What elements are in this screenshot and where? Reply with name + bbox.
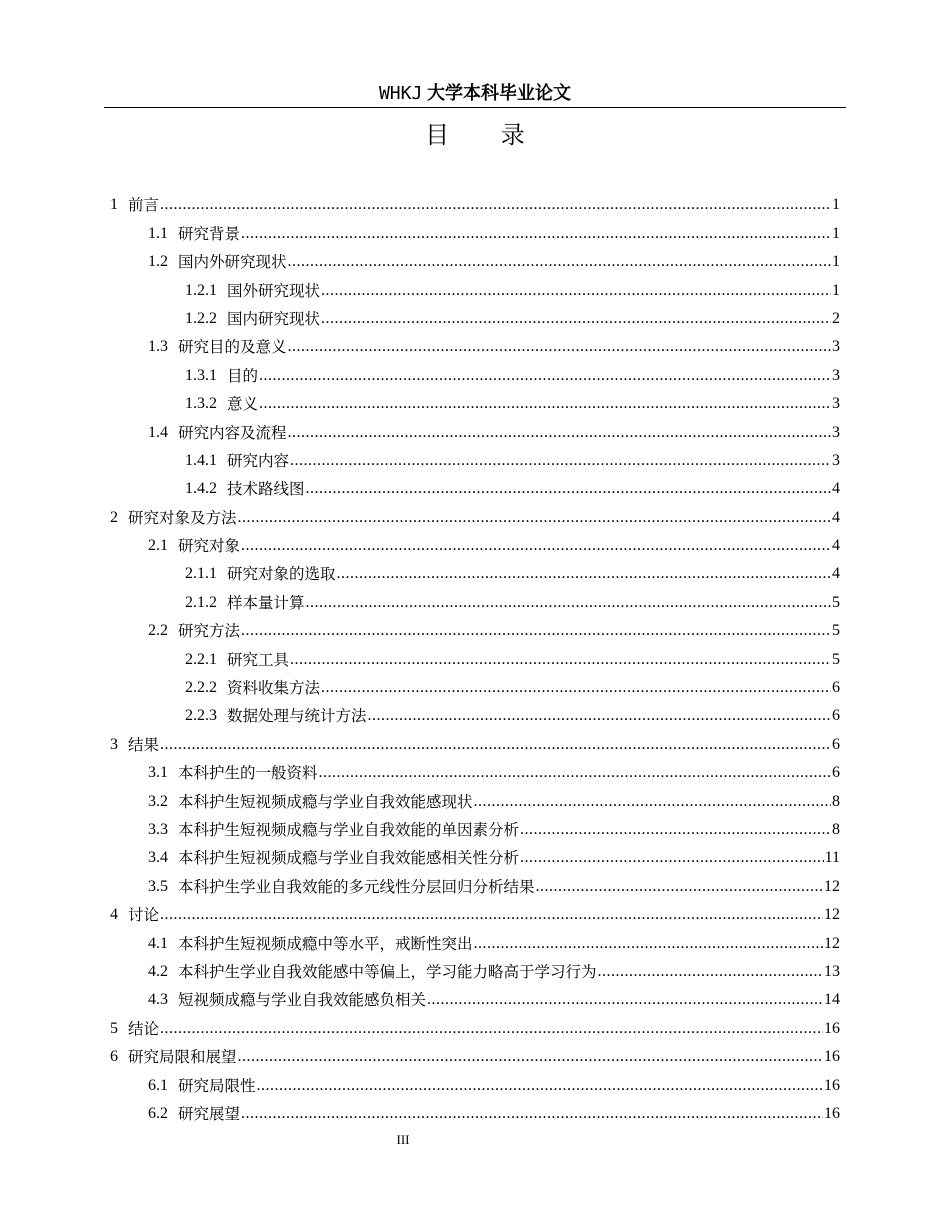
- toc-entry[interactable]: [110, 868, 840, 896]
- toc-entry[interactable]: [110, 357, 840, 385]
- toc-entry[interactable]: [110, 386, 840, 414]
- toc-entry-title: 研究对象: [178, 537, 241, 556]
- toc-entry-title: 研究对象的选取: [227, 565, 336, 584]
- toc-entry-page: 11: [824, 849, 840, 867]
- dot-leader: [474, 792, 831, 812]
- toc-entry[interactable]: [110, 1039, 840, 1067]
- toc-entry-number: 3.3: [148, 820, 168, 838]
- toc-entry-title: 本科护生短视频成瘾与学业自我效能感相关性分析: [178, 849, 520, 868]
- toc-entry-title: 研究内容及流程: [178, 423, 287, 442]
- toc-entry-number: 2.1.2: [185, 593, 217, 611]
- toc-entry-page: 4: [832, 508, 840, 526]
- dot-leader: [288, 423, 831, 443]
- toc-entry[interactable]: [110, 840, 840, 868]
- dot-leader: [241, 621, 831, 641]
- toc-entry-title: 本科护生学业自我效能的多元线性分层回归分析结果: [178, 877, 535, 896]
- dot-leader: [290, 451, 831, 471]
- dot-leader: [536, 877, 823, 897]
- toc-entry-number: 1.2: [148, 253, 168, 271]
- toc-entry-page: 16: [824, 1104, 840, 1122]
- toc-entry-number: 3.5: [148, 877, 168, 895]
- toc-entry-title: 国内外研究现状: [178, 253, 287, 272]
- toc-entry-number: 1: [110, 196, 118, 214]
- toc-entry[interactable]: [110, 726, 840, 754]
- toc-entry-page: 3: [832, 423, 840, 441]
- toc-entry-page: 6: [832, 764, 840, 782]
- toc-entry-title: 国内研究现状: [227, 309, 321, 328]
- toc-entry-number: 2.1.1: [185, 565, 217, 583]
- toc-entry-number: 6.2: [148, 1104, 168, 1122]
- toc-entry[interactable]: [110, 272, 840, 300]
- toc-entry-number: 6: [110, 1048, 118, 1066]
- dot-leader: [337, 564, 831, 584]
- toc-entry-number: 6.1: [148, 1076, 168, 1094]
- toc-entry-page: 4: [832, 565, 840, 583]
- toc-entry[interactable]: [110, 187, 840, 215]
- toc-entry[interactable]: [110, 783, 840, 811]
- toc-entry-page: 5: [832, 650, 840, 668]
- toc-entry-title: 技术路线图: [227, 480, 305, 499]
- toc-entry-number: 2.2: [148, 622, 168, 640]
- toc-entry[interactable]: [110, 1067, 840, 1095]
- toc-entry-title: 本科护生的一般资料: [178, 764, 318, 783]
- toc-entry-number: 2.2.1: [185, 650, 217, 668]
- toc-entry[interactable]: [110, 499, 840, 527]
- dot-leader: [160, 195, 831, 215]
- dot-leader: [238, 1047, 823, 1067]
- dot-leader: [474, 934, 823, 954]
- toc-entry-number: 1.4.2: [185, 480, 217, 498]
- toc-entry[interactable]: [110, 329, 840, 357]
- dot-leader: [321, 281, 831, 301]
- dot-leader: [257, 1076, 823, 1096]
- toc-entry-title: 研究局限性: [178, 1076, 256, 1095]
- header-latin: WHKJ: [378, 83, 423, 104]
- toc-entry-number: 1.1: [148, 224, 168, 242]
- toc-entry[interactable]: [110, 698, 840, 726]
- toc-entry-title: 结论: [128, 1019, 160, 1038]
- toc-entry-title: 讨论: [128, 906, 160, 925]
- dot-leader: [319, 763, 831, 783]
- toc-entry[interactable]: [110, 556, 840, 584]
- toc-entry-page: 8: [832, 792, 840, 810]
- toc-entry[interactable]: [110, 528, 840, 556]
- dot-leader: [306, 479, 831, 499]
- toc-entry[interactable]: [110, 1096, 840, 1124]
- toc-entry-number: 1.4: [148, 423, 168, 441]
- toc-entry-page: 14: [824, 991, 840, 1009]
- toc-entry-title: 研究背景: [178, 224, 241, 243]
- toc-entry-title: 短视频成瘾与学业自我效能感负相关: [178, 991, 427, 1010]
- toc-entry-page: 6: [832, 707, 840, 725]
- toc-entry[interactable]: [110, 584, 840, 612]
- toc-entry-title: 研究对象及方法: [128, 508, 237, 527]
- toc-entry[interactable]: [110, 755, 840, 783]
- toc-entry-page: 5: [832, 622, 840, 640]
- running-header: [104, 80, 846, 108]
- toc-entry-title: 本科护生学业自我效能感中等偏上，学习能力略高于学习行为: [178, 962, 597, 981]
- dot-leader: [520, 848, 824, 868]
- toc-entry-number: 3: [110, 735, 118, 753]
- toc-entry-page: 16: [824, 1076, 840, 1094]
- toc-entry-page: 3: [832, 366, 840, 384]
- toc-entry-number: 1.4.1: [185, 451, 217, 469]
- toc-entry-title: 意义: [227, 395, 259, 414]
- toc-entry-page: 5: [832, 593, 840, 611]
- toc-entry-page: 3: [832, 338, 840, 356]
- toc-entry-number: 4.3: [148, 991, 168, 1009]
- toc-entry-title: 本科护生短视频成瘾中等水平，戒断性突出: [178, 934, 473, 953]
- toc-entry-number: 3.1: [148, 764, 168, 782]
- toc-entry-title: 研究内容: [227, 451, 290, 470]
- dot-leader: [306, 593, 831, 613]
- toc-entry-page: 12: [824, 934, 840, 952]
- toc-entry[interactable]: [110, 812, 840, 840]
- dot-leader: [160, 735, 831, 755]
- toc-entry-title: 研究展望: [178, 1104, 241, 1123]
- toc-entry-title: 国外研究现状: [227, 281, 321, 300]
- toc-entry-page: 1: [832, 253, 840, 271]
- toc-entry-number: 1.3.1: [185, 366, 217, 384]
- toc-entry-title: 研究工具: [227, 650, 290, 669]
- toc-entry-title: 本科护生短视频成瘾与学业自我效能感现状: [178, 792, 473, 811]
- toc-entry[interactable]: [110, 301, 840, 329]
- dot-leader: [321, 309, 831, 329]
- dot-leader: [288, 337, 831, 357]
- dot-leader: [160, 1019, 823, 1039]
- toc-entry[interactable]: [110, 443, 840, 471]
- dot-leader: [427, 990, 823, 1010]
- toc-entry[interactable]: [110, 670, 840, 698]
- dot-leader: [259, 366, 831, 386]
- dot-leader: [160, 905, 823, 925]
- header-chinese: 大学本科毕业论文: [427, 83, 572, 104]
- toc-entry-page: 1: [832, 196, 840, 214]
- toc-entry-number: 1.3.2: [185, 395, 217, 413]
- dot-leader: [290, 650, 831, 670]
- toc-entry-page: 3: [832, 395, 840, 413]
- toc-entry-number: 5: [110, 1019, 118, 1037]
- toc-entry-number: 4.2: [148, 962, 168, 980]
- toc-entry[interactable]: [110, 982, 840, 1010]
- toc-entry-title: 前言: [128, 196, 160, 215]
- toc-entry-number: 3.4: [148, 849, 168, 867]
- dot-leader: [288, 252, 831, 272]
- toc-entry-title: 研究局限和展望: [128, 1048, 237, 1067]
- toc-entry-title: 研究目的及意义: [178, 338, 287, 357]
- toc-entry[interactable]: [110, 1010, 840, 1038]
- header-rule: [104, 107, 846, 108]
- dot-leader: [241, 1104, 823, 1124]
- toc-entry[interactable]: [110, 471, 840, 499]
- toc-entry-page: 6: [832, 735, 840, 753]
- toc-entry[interactable]: [110, 613, 840, 641]
- toc-entry-page: 12: [824, 906, 840, 924]
- toc-entry[interactable]: [110, 215, 840, 243]
- toc-entry-title: 样本量计算: [227, 593, 305, 612]
- toc-entry-number: 4.1: [148, 934, 168, 952]
- dot-leader: [241, 224, 831, 244]
- dot-leader: [238, 508, 831, 528]
- toc-entry[interactable]: [110, 244, 840, 272]
- page-number: III: [396, 1132, 410, 1147]
- toc-entry-page: 16: [824, 1048, 840, 1066]
- toc-entry-number: 2: [110, 508, 118, 526]
- toc-entry-page: 4: [832, 537, 840, 555]
- dot-leader: [241, 536, 831, 556]
- toc-entry-page: 1: [832, 224, 840, 242]
- toc-entry-page: 12: [824, 877, 840, 895]
- dot-leader: [520, 820, 831, 840]
- toc-entry-page: 1: [832, 281, 840, 299]
- toc-entry[interactable]: [110, 641, 840, 669]
- toc-entry-number: 2.2.3: [185, 707, 217, 725]
- toc-title: 目 录: [425, 121, 547, 149]
- toc-entry-title: 资料收集方法: [227, 679, 321, 698]
- toc-entry-number: 3.2: [148, 792, 168, 810]
- toc-entry-title: 目的: [227, 366, 259, 385]
- toc-entry-page: 4: [832, 480, 840, 498]
- toc-entry-number: 4: [110, 906, 118, 924]
- toc-entry-number: 1.2.2: [185, 309, 217, 327]
- toc-entry-number: 2.1: [148, 537, 168, 555]
- toc-entry-page: 8: [832, 820, 840, 838]
- toc-entry[interactable]: [110, 897, 840, 925]
- toc-entry-page: 6: [832, 679, 840, 697]
- toc-entry-number: 2.2.2: [185, 679, 217, 697]
- toc-entry[interactable]: [110, 954, 840, 982]
- dot-leader: [321, 678, 831, 698]
- table-of-contents: [110, 187, 840, 1124]
- toc-entry-title: 数据处理与统计方法: [227, 707, 367, 726]
- toc-entry[interactable]: [110, 414, 840, 442]
- toc-entry-number: 1.2.1: [185, 281, 217, 299]
- toc-entry-page: 2: [832, 309, 840, 327]
- toc-entry-page: 3: [832, 451, 840, 469]
- toc-entry-title: 研究方法: [178, 622, 241, 641]
- toc-entry[interactable]: [110, 925, 840, 953]
- toc-entry-title: 结果: [128, 735, 160, 754]
- toc-entry-page: 13: [824, 962, 840, 980]
- dot-leader: [368, 706, 831, 726]
- dot-leader: [259, 394, 831, 414]
- toc-entry-number: 1.3: [148, 338, 168, 356]
- toc-entry-title: 本科护生短视频成瘾与学业自我效能的单因素分析: [178, 820, 520, 839]
- dot-leader: [598, 962, 823, 982]
- toc-entry-page: 16: [824, 1019, 840, 1037]
